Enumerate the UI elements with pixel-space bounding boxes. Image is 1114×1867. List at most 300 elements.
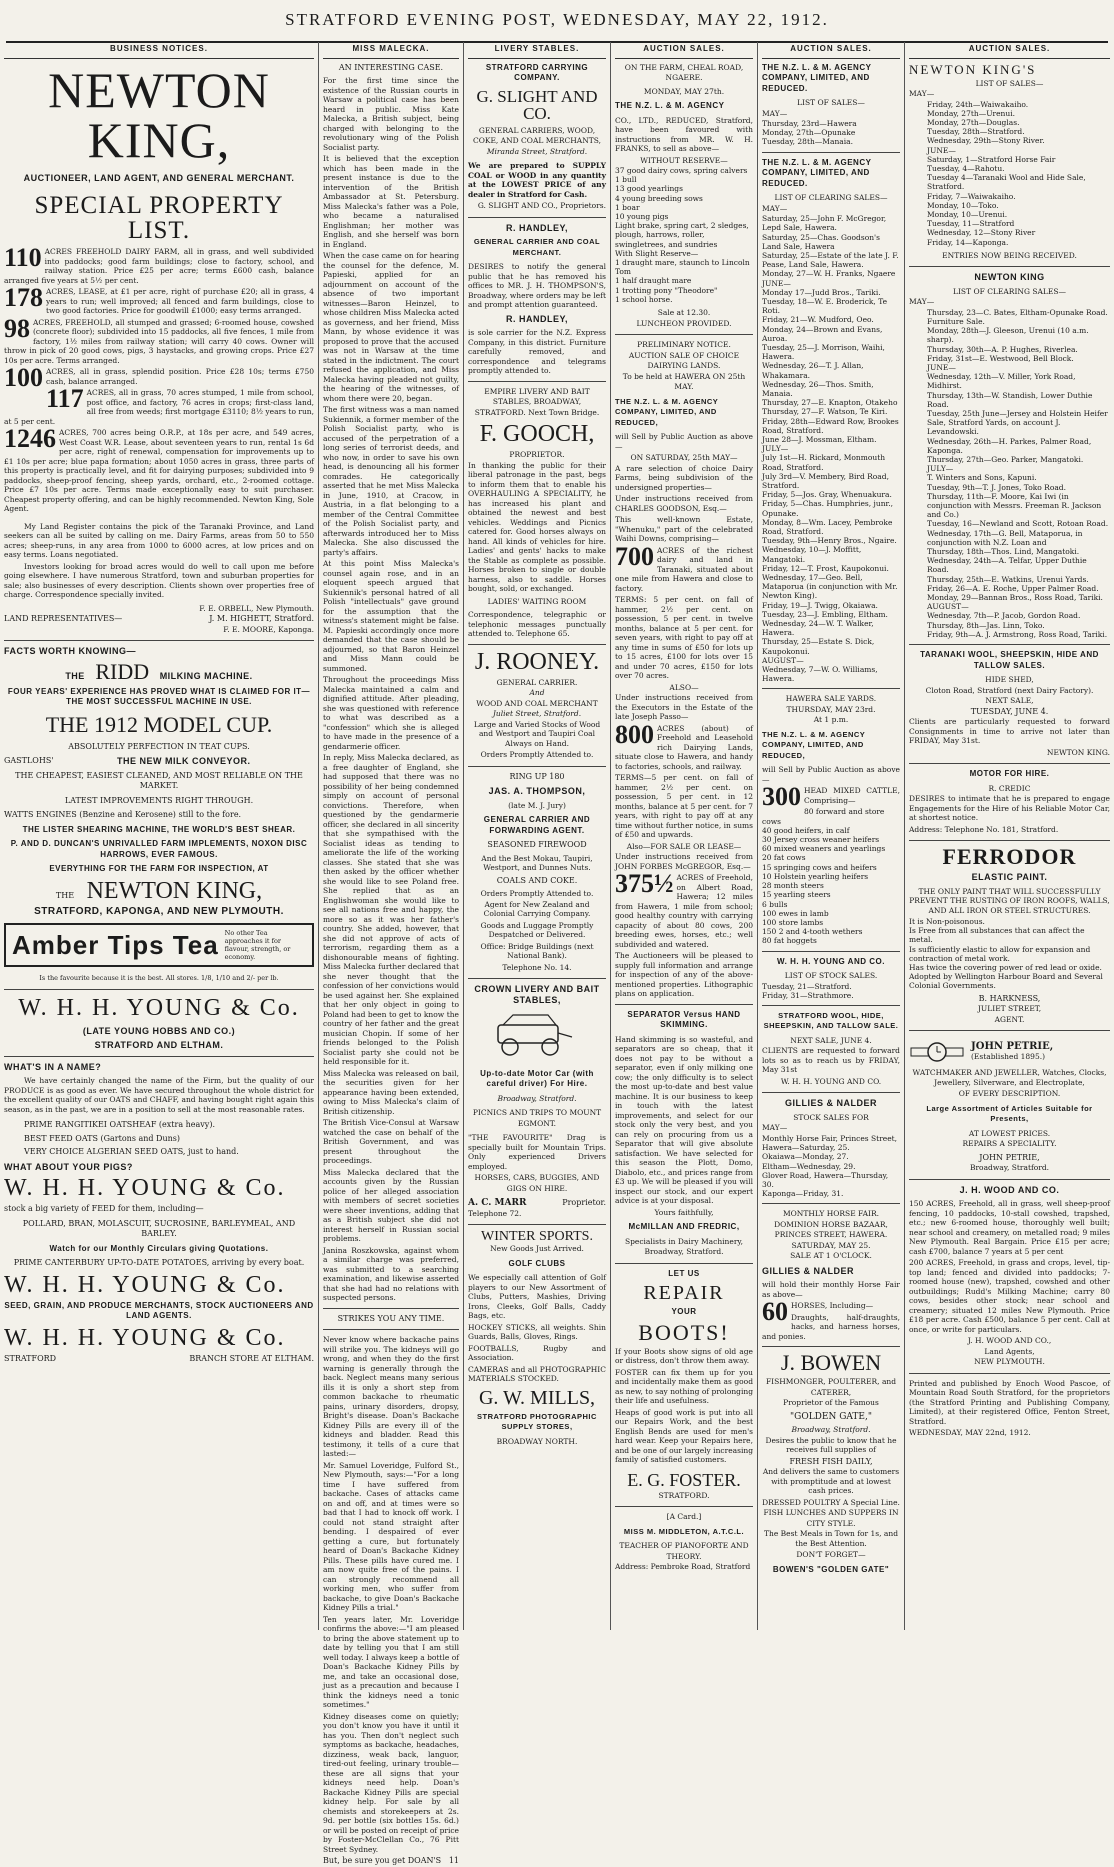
clearing-item: Friday, 21—W. Mudford, Oeo. [762,315,874,325]
rooney-and: And [529,688,545,697]
marr-line [468,1198,606,1209]
divider [909,644,1110,645]
stock-item: 37 good dairy cows, spring calvers [615,166,748,175]
tea-brand: Amber Tips Tea [12,929,219,960]
pigs-question: WHAT ABOUT YOUR PIGS? [4,1161,133,1172]
bowen-address: Broadway, Stratford. [791,1425,871,1435]
article-para-7: In reply, Miss Malecka declared, as a free daughter of England, she had supposed that there was no possibility of her being condemned simply on account of personal convictions. Therefore, when questioned by the gendarmerie officer, she declared in all sincerity that she sympathised with the Socialist ideas as tending to ameliorate the life of the working classes. She stated that she was then asked by the officer whether she would like to see Poland free. She replied that as an Englishwoman she would like to see all nations free and happy, the more so as it was her father's country. She added, however, that she did not approve of acts of terrorism, regarding them as a dishonourable means of fighting. Miss Malecka further declared that she never thought that the confession of her convictions would be used against her. She explained that her only object in going to Poland had been to get to know the country of her father and the great musician Chopin. If some of her friends belonged to the Polish Socialist party she could not be held responsible for it. [323,753,459,1066]
new-plymouth: NEW PLYMOUTH. [974,1357,1045,1367]
clearing-item: JUNE— [762,278,791,288]
ladies-room: LADIES' WAITING ROOM [487,596,587,606]
young-sig: W. H. H. YOUNG AND CO. [780,1076,882,1086]
lease: Also—FOR SALE OR LEASE— [626,841,742,851]
cattle-item: 40 good heifers, in calf [762,825,850,835]
stock-sales: LIST OF STOCK SALES. [784,971,878,981]
bowen-desires: Desires the public to know that he receives full supplies of [765,1435,897,1455]
property-listing [4,363,314,392]
gillies-item: Glover Road, Hawera—Thursday, 30. [762,1170,889,1189]
land-agents: Land Agents, [984,1346,1035,1356]
sale-item: Thursday, 23rd—Hawera [762,119,857,128]
lot-300 [762,782,900,812]
cattle-item: 80 fat hoggets [762,936,817,946]
dont-forget: DON'T FORGET— [796,1550,866,1560]
property-text: ACRES, all in grass, 70 acres stumped, 1 mile from school, post office, and factory, 76 acres in crops; first-class land, all free from weeds; first mortgage £3110; 8½ years to run, at 5 per cent. [4,388,314,426]
nzl-text-3: will Sell by Public Auction as above— [762,765,900,784]
boots-text: If your Boots show signs of old age or distress, don't throw them away. [615,1346,753,1366]
divider [468,644,606,645]
ridd-pre: THE [65,670,85,681]
ferrodor-item: Is sufficiently elastic to allow for expansion and contraction of metal work. [909,944,1091,963]
handley-text: DESIRES to notify the general public that he has removed his offices to MR. J. H. THOMPSON'S, Broadway, where orders may be left and prompt attention guaranteed. [468,262,606,309]
gillies-list [762,1134,900,1198]
gooch-proprietor: PROPRIETOR. [509,450,565,459]
separator-title: SEPARATOR Versus HAND SKIMMING. [627,1009,741,1030]
property-listing [4,283,314,316]
carrying-company: STRATFORD CARRYING COMPANY. [485,62,589,82]
strikes-heading: STRIKES YOU ANY TIME. [337,1313,445,1323]
ring-up: RING UP 180 [509,771,565,781]
property-acres: 178 [4,283,43,312]
nzl-agency-2: THE N.Z. L. & M. AGENCY COMPANY, LIMITED, AND REDUCED. [762,157,872,188]
harkness: B. HARKNESS, [978,993,1041,1003]
clients-note: Clients are particularly requested to forward Consignments in time to arrive not later than FRIDAY, May 31st. [909,717,1110,746]
month-may: MAY— [762,108,788,118]
marr-telephone: Telephone 72. [468,1208,522,1218]
sales-list [762,119,900,147]
next-sale: NEXT SALE, JUNE 4. [790,1035,872,1045]
divider [909,1373,1110,1374]
clearing-item: Wednesday, 24—W. T. Walker, Hawera. [762,619,874,638]
clearing-item: AUGUST— [927,602,969,612]
estate: This well-known Estate, "Whenuku," part of the celebrated Waihi Downs, comprising— [615,515,753,544]
clearing-item: Thursday, 27—F. Watson, Te Kiri. [762,407,888,417]
crown-address: Broadway, Stratford. [497,1093,577,1103]
gooch-text: In thanking the public for their liberal patronage in the past, begs to inform them that to enable his OVERHAULING A SPECIALITY, he has increased his plant and obtained the newest and best vehicles. Weddings and Picnics catered for. Good horses always on hand. All kinds of vehicles for hire. Ladies' and gents' hacks to make the Stable as complete as possible. Horses broken to single or double harness, also to saddle. Horses bought, sold, or exchanged. [468,460,606,593]
doans-number: 11 [448,1856,459,1865]
held-at: To be held at HAWERA ON 25th MAY. [622,371,746,392]
thompson-telephone: Telephone No. 14. [502,962,572,972]
seed-line: SEED, GRAIN, AND PRODUCE MERCHANTS, STOCK AUCTIONEERS AND LAND AGENTS. [4,1300,314,1320]
doans-para-3: Ten years later, Mr. Loveridge confirms the above:—"I am pleased to bring the above statement up to date by telling you that I am still well today. I always keep a bottle of Doan's Backache Kidney Pills by me, and take an occasional dose, just as a precaution and because I think the kidneys need a tonic sometimes." [323,1614,459,1709]
nk-big: NEWTON KING, [86,877,263,904]
divider [762,1203,900,1204]
clearing-item: Tuesday, 23—J. Embling, Eltham. [762,609,888,619]
tuesday-june: TUESDAY, JUNE 4. [970,706,1049,716]
bowen-delivers: And delivers the same to customers with promptitude and at lowest cash prices. [762,1467,900,1496]
clearing-item: Wednesday, 10—J. Moffitt, Mangatoki. [762,545,862,564]
lowest-prices: AT LOWEST PRICES. [968,1128,1051,1138]
every-description: OF EVERY DESCRIPTION. [958,1089,1061,1099]
stock-sale-item: Tuesday, 21—Stratford. [762,981,852,991]
name-question: WHAT'S IN A NAME? [4,1061,102,1072]
clearing-item: Tuesday, 25th June—Jersey and Holstein Heifer Sale, Stratford Yards, on account J. Levandowski. [927,408,1108,437]
property-listing [4,424,314,514]
sale-item: Friday, 24th—Waiwakaiho. [927,99,1029,109]
sat-25: SATURDAY, MAY 25. [791,1240,871,1250]
mills-address: BROADWAY NORTH. [496,1436,578,1446]
thompson-sub: GENERAL CARRIER AND FORWARDING AGENT. [483,815,591,835]
pollard-line: POLLARD, BRAN, MOLASCUIT, SUCROSINE, BARLEYMEAL, AND BARLEY. [22,1218,296,1238]
sale-date: MONDAY, MAY 27th. [643,86,725,96]
clearing-item: Tuesday, 18—W. E. Broderick, Te Roti. [762,296,888,316]
best-feed-oats: BEST FEED OATS (Gartons and Duns) [24,1133,180,1143]
ridd-name: RIDD [95,658,150,684]
sale-time: Sale at 12.30. [657,308,711,318]
thompson-mokau: And the Best Mokau, Taupiri, Westport, and Dunnes Nuts. [481,853,593,872]
gillies-title-2: GILLIES & NALDER [762,1265,855,1276]
clearing-item: Wednesday, 24th—A. Telfar, Upper Duthie Road. [927,556,1087,575]
lot-800-acres: 800 [615,719,654,749]
also: ALSO— [669,682,699,692]
property-list [4,243,314,514]
stock-item: 4 young breeding sows [615,193,703,203]
column-heading: AUCTION SALES. [762,42,900,59]
sale-item: Monday, 27th—Opunake [762,128,856,138]
agent: AGENT. [994,1014,1025,1024]
ferrodor-item: Is Free from all substances that can affect the metal. [909,926,1085,945]
farm-location: ON THE FARM, CHEAL ROAD, NGAERE. [624,62,744,82]
bowen-prop: Proprietor of the Famous [783,1398,879,1408]
circulars-line: Watch for our Monthly Circulars giving Quotations. [49,1243,269,1253]
divider [909,763,1110,764]
sales-list [909,100,1110,247]
clearing-item: JULY— [762,444,789,454]
wool-sale: STRATFORD WOOL, HIDE, SHEEPSKIN, AND TALLOW SALE. [763,1010,899,1031]
petrie-established: (Established 1895.) [971,1052,1046,1062]
property-acres: 100 [4,363,43,392]
choice-lands: AUCTION SALE OF CHOICE DAIRYING LANDS. [628,350,740,371]
lot-800-text: ACRES (about) of Freehold and Leasehold rich Dairying Lands, situate close to Hawera, and handy to factories, schools, and railway. [615,723,753,771]
large-assortment: Large Assortment of Articles Suitable for Presents, [926,1103,1093,1124]
property-text: ACRES, all in grass, splendid position. Price £28 10s; terms £750 cash, balance arranged. [46,367,314,386]
thompson-orders: Orders Promptly Attended to. [480,889,594,898]
cattle-list [762,807,900,945]
cattle-item: 28 month steers [762,881,824,891]
petrie-watch: WATCHMAKER AND JEWELLER, Watches, Clocks, Jewellery, Silverware, and Electroplate, [912,1068,1107,1087]
sale-item: Wednesday, 12—Stony River [927,228,1036,238]
doans-para-2: Mr. Samuel Loveridge, Fulford St., New Plymouth, says:—"For a long time I have suffered from backache. Cases of attacks came on and off, and at times were so bad that I had to knock off work. I could not stand straight after bending. I despaired of ever getting a cure, but fortunately heard of Doan's Backache Kidney Pills. These pills have cured me. I am now quite free of the pains. I can strongly recommend all working men, who suffer from backache, to give Doan's Backache Kidney Pills a trial." [323,1460,459,1612]
ferrodor-item: It is Non-poisonous. [909,917,985,927]
nk-sig: NEWTON KING. [1046,747,1110,757]
cameras-text: CAMERAS and all PHOTOGRAPHIC MATERIALS STOCKED. [468,1364,606,1383]
lot-60-text: HORSES, Including— [791,1301,874,1311]
thursday: THURSDAY, MAY 23rd. [786,704,876,714]
lot-700-acres: 700 [615,541,654,571]
clearing-item: Friday, 5—Jos. Gray, Whenuakura. [762,490,892,500]
rooney-merchant: WOOD AND COAL MERCHANT [476,698,598,708]
favourite-line: "THE FAVOURITE" Drag is specially built for Mountain Trips. Only experienced Drivers employed. [468,1133,606,1171]
clearing-item: Tuesday, 9th—T. J. Jones, Toko Road. [927,482,1066,492]
monthly-fair: MONTHLY HORSE FAIR. [782,1209,880,1219]
seasoned-firewood: SEASONED FIREWOOD [487,840,587,849]
divider [909,1179,1110,1180]
ferrodor-list [909,917,1110,991]
feed-line: stock a big variety of FEED for them, including— [4,1204,204,1213]
nk-sales-title: NEWTON KING'S [909,61,1037,77]
column-heading: LIVERY STABLES. [468,42,606,59]
doans-para-1: Never know where backache pains will strike you. The kidneys will go wrong, and when they do the first warning is generally through the back. Neglect means many serious ills it is only a short step from common backache to rheumatic pains, urinary disorders, dropsy, Bright's disease. Doan's Backache Kidney Pills are every ill of the kidneys and bladder. Read this testimony, it tells of a cure that lasted:— [323,1335,459,1458]
handley-sub: GENERAL CARRIER AND COAL MERCHANT. [473,237,601,257]
clearing-item: Tuesday, 16—Newland and Scott, Rotoan Road. [927,519,1109,529]
motor-hire: MOTOR FOR HIRE. [969,769,1050,779]
sale-item: Wednesday, 29th—Stony River. [927,136,1045,146]
cattle-item: 10 Holstein yearling heifers [762,871,869,881]
clearing-sales: LIST OF CLEARING SALES— [952,286,1066,296]
coals-coke: COALS AND COKE. [496,875,578,885]
young-title-2: W. H. H. YOUNG & Co. [4,1175,286,1201]
boots-lines [615,1347,753,1465]
sale-item: Tuesday, 4—Rahotu. [927,163,1005,173]
stock-list [615,166,753,304]
ferrodor-title: FERRODOR [942,844,1077,870]
land-representatives [4,614,314,625]
best-meals: The Best Meals in Town for 1s, and the Best Attention. [763,1529,898,1548]
at-1pm: At 1 p.m. [813,715,849,725]
property-listing [4,313,314,366]
divider [909,266,1110,267]
crown-title: CROWN LIVERY AND BAIT STABLES, [474,984,600,1005]
doans-footer [323,1856,459,1867]
clearing-item: Wednesday, 17—Geo. Bell, Mataporua (in conjunction with Mr. Newton King). [762,573,898,601]
divider [615,334,753,335]
column-heading: BUSINESS NOTICES. [4,42,314,59]
clearing-item: AUGUST— [762,655,804,665]
divider [4,640,314,641]
separator-text: Hand skimming is so wasteful, and separators are so cheap, that it does not pay to be without a separator, even if only milking one cow; the only difficulty is to select the most up-to-date and best value machine. It is our business to keep in touch with the latest improvements, and select for our stock only the very best, and you can rely on procuring from us a Separator that will give absolute satisfaction. We have selected for this season the Plott, Domo, Diabolo, etc., and prices range from £3 up. We will be pleased if you will inspect our stock, and our expert advice is at your disposal. [615,1034,753,1206]
golf-clubs: GOLF CLUBS [508,1258,566,1268]
young-late: (LATE YOUNG HOBBS AND CO.) [82,1025,236,1036]
specialists: Specialists in Dairy Machinery, [624,1236,744,1246]
ferrodor-item: Adopted by Wellington Harbour Board and Several Colonial Governments. [909,972,1103,991]
column-heading: AUCTION SALES. [615,42,753,59]
month-may-2: MAY— [909,297,935,307]
petrie-heading [971,1042,1110,1063]
sale-1-oclock: SALE AT 1 O'CLOCK. [790,1251,872,1261]
clearing-item: Thursday, 18th—Thos. Lind, Mangatoki. [927,547,1080,557]
cattle-item: 100 store lambs [762,917,824,927]
tea-note: No other Tea approaches it for flavour, strength, or economy. [224,929,291,961]
clearing-item: Friday, 31st—E. Westwood, Bell Block. [927,353,1074,363]
divider [762,688,900,689]
divider [4,1056,314,1057]
stock-sale-list [762,982,900,1000]
article-para-2: It is believed that the exception which has been made in the present instance is due to the intervention of the British Ambassador at St. Petersburg. Miss Malecka's father was a Pole, who became a naturalised Englishman; her mother was English, and she herself was born in England. [323,154,459,249]
cattle-item: 15 yearling steers [762,890,831,900]
cup-sub: ABSOLUTELY PERFECTION IN TEAT CUPS. [68,741,250,751]
stock-item: With Slight Reserve— [615,248,699,258]
gillies-item: Monthly Horse Fair, Princes Street, Hawera—Saturday, 25. [762,1133,898,1153]
clearing-item: Wednesday, 26th—H. Parkes, Palmer Road, Kaponga. [927,436,1092,455]
property-text: ACRES, LEASE, at £1 per acre, right of purchase £20; all in grass, 4 years to run; well improved; all fenced and farm buildings, close to two good factories. Price for goodwill £1000; easy terms arranged. [46,287,314,315]
stock-item: 1 draught mare, staunch to Lincoln Tom [615,258,750,277]
places-line: STRATFORD, KAPONGA, AND NEW PLYMOUTH. [34,905,284,917]
slight-sub: GENERAL CARRIERS, WOOD, COKE, AND COAL MERCHANTS, [472,125,602,145]
instructions-3: Under instructions received from JOHN FORBES McGREGOR, Esq.— [615,852,753,871]
article-para-1: For the first time since the existence of the Russian courts in Warsaw a political case has been heard in public. Miss Kate Malecka, a British subject, being charged with belonging to the revolutionary wing of the Polish Socialist party. [323,76,459,152]
clearing-item: JUNE— [927,362,956,372]
clearing-list [762,214,900,683]
gillies-text: will hold their monthly Horse Fair as above— [762,1280,900,1299]
juliet-street: JULIET STREET, [977,1004,1042,1014]
bowen-title: J. BOWEN [780,1350,882,1376]
boots: BOOTS! [638,1319,730,1345]
nk-big-line [4,879,314,903]
rooney-orders: Orders Promptly Attended to. [480,750,594,759]
conveyor-pre: GASTLOHS' [4,756,54,765]
stock-item: 1 trotting pony "Theodore" [615,285,718,295]
lot-60-horses: 60 [762,1297,788,1327]
property-text: ACRES, 700 acres being O.R.P., at 18s per acre, and 549 acres, West Coast W.R. Lease, about seventeen years to run, rental 1s 6d per acre, right of renewal, compensation for improvements up to £1 10s per acre; blue papa formation; about 1050 acres in grass, three parts of this property is practically level, and fit for dairying purposes; subdivided into 9 paddocks, sheep-proof fencing, sheep yards, orchard, etc., 2-roomed cottage. Price £7 10s per acre. Terms made exceptionally easy to suit purchaser. Cheapest property offering, and can be highly recommended. Newton King, Sole Agent. [4,428,314,513]
property-text: ACRES FREEHOLD DAIRY FARM, all in grass, and well subdivided into paddocks; good farm buildings; close to factory, school, and railway station. Price £25 per acre; terms £600 cash, balance arranged five years at 5½ per cent. [4,247,314,285]
slight-address: Miranda Street, Stratford. [486,146,588,156]
clearing-item: Thursday, 11th—F. Moore, Kai Iwi (in conjunction with Messrs. Freeman R. Jackson and Co.) [927,491,1102,520]
lot-800 [615,719,753,772]
gillies-item: Kaponga—Friday, 31. [762,1189,844,1199]
clearing-item: Thursday, 30th—A. P. Hughes, Riverlea. [927,344,1078,354]
watch-icon [909,1040,965,1064]
stock-item: 1 boar [615,202,640,212]
bowens-golden-gate: BOWEN'S "GOLDEN GATE" [772,1564,890,1574]
cattle-item: 20 fat cows [762,853,806,863]
article-para-9: The British Vice-Consul at Warsaw watched the case on behalf of the British Government, and was present throughout the proceedings. [323,1118,459,1165]
clearing-item: Thursday, 25th—E. Watkins, Urenui Yards. [927,574,1089,584]
property-text: ACRES, FREEHOLD, all stumped and grassed; 6-roomed house, cowshed (concrete floor); subdivided into 15 paddocks, all five fences, 1 mile from factory, 1½ miles from railway station; will carry 40 cows. Owner will throw in pick of 20 good cows, pigs, 3 haystacks, and growing crops. Price £27 10s per acre. Terms arranged. [4,317,314,365]
column-heading: AUCTION SALES. [909,42,1110,59]
list-of-sales: LIST OF SALES— [797,98,865,107]
rooney-title: J. ROONEY. [474,648,600,675]
stock-item: 10 young pigs [615,212,669,222]
clearing-item: Thursday, 27th—Geo. Parker, Mangatoki. [927,455,1084,464]
petrie-sig: JOHN PETRIE, [979,1152,1040,1162]
clearing-item: Friday, 12—T. Frost, Kaupokonui. [762,563,889,573]
name-text: We have certainly changed the name of the Firm, but the quality of our PRODUCE is as good as ever. We have secured throughout the whole district for the excellent quality of our OATS and CHAFF, and having bought right again this season, as in the past, we are in a position to sell at the most reasonable rates. [4,1076,314,1114]
divider [468,766,606,767]
superior: A rare selection of choice Dairy Farms, being subdivision of the undersigned properties— [615,463,753,492]
clearing-item: Monday, 29—Bannan Bros., Ross Road, Tariki. [927,593,1103,603]
clearing-item: Thursday, 13th—W. Standish, Lower Duthie Road. [927,390,1093,409]
branch-line [4,1354,314,1365]
luncheon: LUNCHEON PROVIDED. [636,318,732,328]
thompson-title: JAS. A. THOMPSON, [488,786,586,796]
clearing-item: Wednesday, 7th—P. Jacob, Gordon Road. [927,611,1081,621]
article-para-4: The first witness was a man named Sukiennik, a former member of the Polish Socialist party, who is accused of the perpetration of a long series of terrorist deeds, and who now, in order to save his own head, is denouncing all his former comrades. He categorically asserted that he met Miss Malecka in June, 1910, at Cracow, in Austria, in a flat belonging to a member of the Central Committee of the Polish Socialist party, and afterwards introduced her to Miss Malecka. She also discussed the party's affairs. [323,405,459,557]
sale-item: Tuesday, 28th—Manaia. [762,137,853,147]
motor-car-illustration [468,1013,607,1057]
article-para-11: Janina Roszkowska, against whom a similar charge was preferred, was submitted to a searching examination, and likewise asserted that she had had no relations with suspected persons. [323,1245,459,1302]
column-auction-sales-3 [904,42,1114,1630]
rep-highett: J. M. HIGHETT, Stratford. [209,614,314,623]
clearing-item: Thursday, 25—Estate S. Dick, Kaupokonui. [762,637,875,656]
sale-item: Tuesday 4—Taranaki Wool and Hide Sale, Stratford. [927,173,1086,192]
fish-lunches: FISH LUNCHES AND SUPPERS IN CITY STYLE. [763,1508,899,1528]
property-acres: 1246 [4,424,56,453]
column-business-notices [0,42,318,1630]
doans-reminder: But, be sure you get DOAN'S [323,1856,442,1865]
clearing-item: Wednesday, 7—W. O. Williams, Hawera. [762,665,878,684]
football-text: FOOTBALLS, Rugby and Association. [468,1343,606,1362]
wood-sig: J. H. WOOD AND CO., [967,1336,1052,1346]
your: YOUR [671,1307,697,1317]
sale-item: Friday, 7—Waiwakaiho. [927,191,1016,201]
cattle-item: 6 bulls [762,899,788,909]
column-auction-sales-2 [757,42,904,1630]
firm-roles: AUCTIONEER, LAND AGENT, AND GENERAL MERCHANT. [23,172,295,183]
imprint-date: WEDNESDAY, MAY 22nd, 1912. [909,1428,1031,1438]
clearing-item: Thursday, 23—C. Bates, Eltham-Opunake Road. Furniture Sale. [927,307,1108,326]
stock-item: 13 good yearlings [615,184,683,194]
wool-sales: TARANAKI WOOL, SHEEPSKIN, HIDE AND TALLOW SALES. [920,650,1099,670]
clearing-item: JULY— [927,464,954,474]
clearing-item: Wednesday, 17th—G. Bell, Mataporua, in conjunction with N.Z. Loan and [927,528,1083,547]
handley-title: R. HANDLEY, [505,222,568,233]
lot-375-text: ACRES of Freehold, on Albert Road, Hawera; 12 miles from Hawera, 1 mile from school; good healthy country with carrying capacity of about 80 cows, 200 breeding ewes, horses, etc.; well subdivided and watered. [615,873,753,949]
list-of-sales: LIST OF SALES— [975,78,1044,88]
handley-agent: is sole carrier for the N.Z. Express Company, in this district. Furniture carefully removed, and correspondence and telegrams promptly attended to. [468,328,606,375]
nzl-agency-3: THE N.Z. L. & M. AGENCY COMPANY, LIMITED, AND REDUCED, [762,729,866,760]
clearing-item: Wednesday, 12th—V. Miller, York Road, Midhirst. [927,372,1076,391]
ferrodor-text: THE ONLY PAINT THAT WILL SUCCESSFULLY PREVENT THE RUSTING OF IRON ROOFS, WALLS, AND ALL IRON OR STEEL STRUCTURES. [909,886,1110,915]
young-title-4: W. H. H. YOUNG & Co. [4,1324,286,1351]
golden-gate: "GOLDEN GATE," [790,1411,872,1422]
picnics-line: PICNICS AND TRIPS TO MOUNT EGMONT. [472,1108,602,1128]
algerian-oats: VERY CHOICE ALGERIAN SEED OATS, just to hand. [24,1147,239,1156]
stock-item: Light brake, spring cart, 2 sledges, plough, harrows, roller, swingletrees, and sundries [615,221,749,249]
divider [468,1224,606,1225]
column-livery-stables [463,42,610,1630]
divider [909,840,1110,841]
credic-text: DESIRES to intimate that he is prepared to engage Engagements for the Hire of his Reliable Motor Car, at shortest notice. [909,794,1110,823]
draught-horses: Draughts, half-draughts, hacks, and harness horses, and ponies. [762,1312,900,1341]
mills-sub: STRATFORD PHOTOGRAPHIC SUPPLY STORES, [477,1411,597,1431]
clearing-item: Thursday, 27—E. Knapton, Otakeho [762,398,898,408]
clearing-item: July 1st—H. Rickard, Monmouth Road, Stratford. [762,453,886,472]
hockey-text: HOCKEY STICKS, all weights. Shin Guards, Balls, Gloves, Rings. [468,1322,606,1341]
sale-item: Monday, 27th—Urenui. [927,108,1015,118]
property-acres: 117 [46,384,84,413]
rooney-address: Juliet Street, Stratford. [492,709,582,718]
conveyor-title: THE NEW MILK CONVEYOR. [117,756,251,766]
clearing-item: Monday, 27—W. H. Franks, Ngaere [762,269,896,279]
clearing-item: Friday, 5—Chas. Humphries, junr., Opunake. [762,499,894,518]
latest-line: LATEST IMPROVEMENTS RIGHT THROUGH. [64,795,254,805]
motor-car-line: Up-to-date Motor Car (with careful driver) For Hire. [480,1068,594,1088]
month-may: MAY— [909,89,935,98]
article-para-6: Throughout the proceedings Miss Malecka maintained a calm and dignified attitude. After pleading, she was questioned with reference to what was described as a "confession" which she is alleged to have made in the presence of a gendarmerie officer. [323,675,459,751]
elastic-paint: ELASTIC PAINT. [971,872,1048,883]
firm-name: NEWTON KING, [48,61,270,168]
petrie-header [909,1036,1110,1068]
clearing-item: Saturday, 25—Estate of the late J. F. Pease, Land Sale, Hawera. [762,250,899,270]
let-us: LET US [668,1268,700,1278]
horses-hire: HORSES, CARS, BUGGIES, AND GIGS ON HIRE. [474,1173,600,1193]
sale-item: JUNE— [927,145,956,155]
branch-stratford: STRATFORD [4,1353,57,1363]
clearing-sales: LIST OF CLEARING SALES— [774,193,888,203]
slight-title: G. SLIGHT AND CO. [476,86,598,123]
divider [762,951,900,952]
repairs-speciality: REPAIRS A SPECIALITY. [962,1139,1057,1149]
thompson-late: (late M. J. Jury) [508,800,566,810]
terms-2: TERMS—5 per cent. on fall of hammer, 2½ per cent. on possession, 5 per cent. in 12 months, balance at 5 per cent. for 7 years, with right to pay off at any time without further notice, in sums of £50 and upwards. [615,773,753,840]
hawera-yards: HAWERA SALE YARDS. [785,694,877,704]
column-auction-sales-1 [610,42,757,1630]
lot-375-acres: 375½ [615,869,674,899]
clearing-item: T. Winters and Sons, Kapuni. [927,473,1037,483]
nzl-agency: THE N.Z. L. & M. AGENCY [615,101,725,110]
watts-line: WATTS ENGINES (Benzine and Kerosene) still to the fore. [4,810,242,819]
gillies-may: MAY— [762,1123,788,1133]
gillies-item: Eltham—Wednesday, 29. [762,1161,856,1171]
